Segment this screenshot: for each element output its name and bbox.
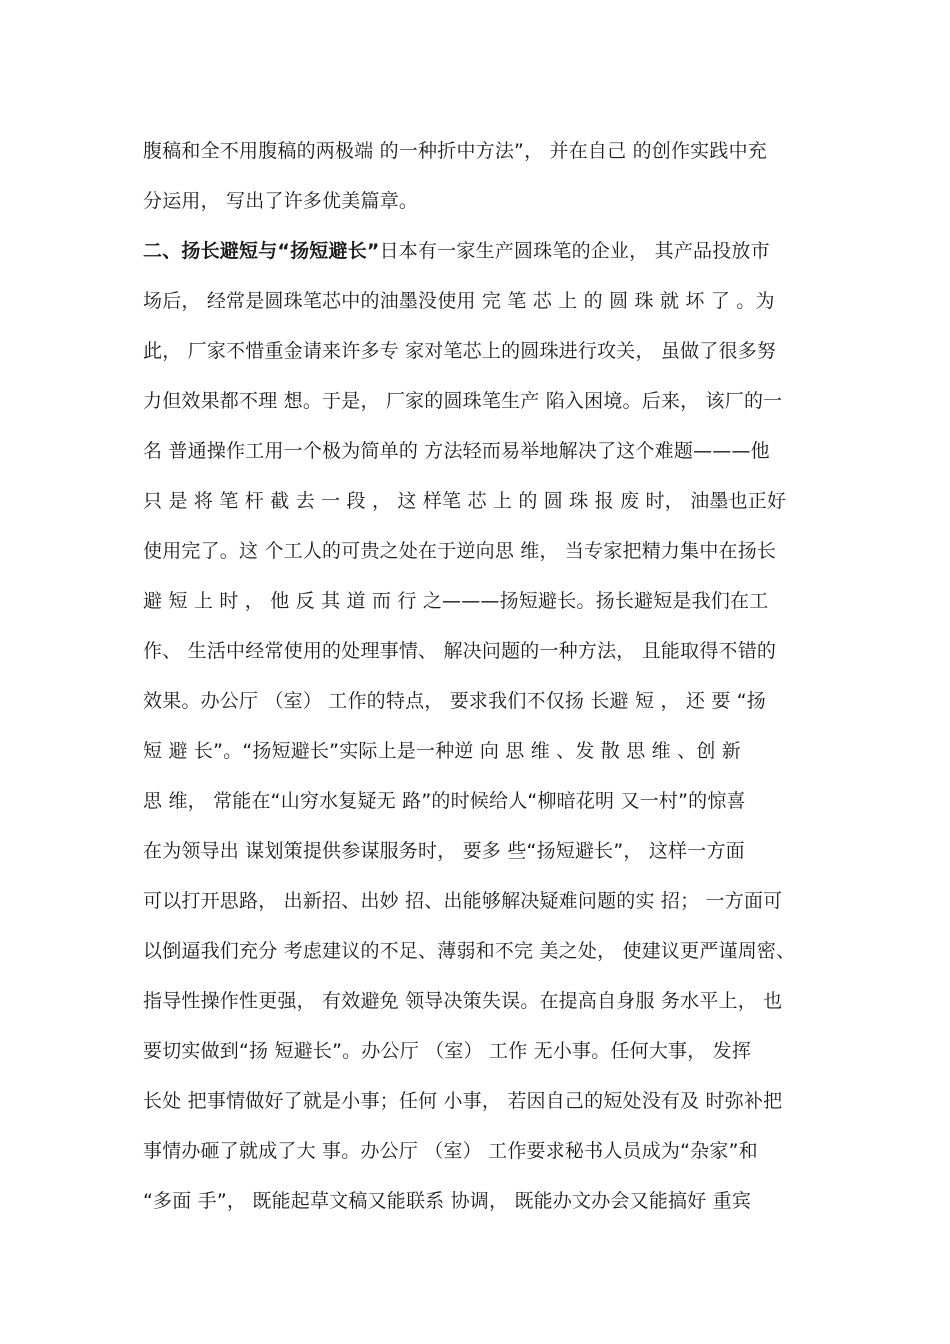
text-line: 在为领导出 谋划策提供参谋服务时， 要多 些“扬短避长”， 这样一方面 <box>143 840 745 862</box>
text-line: 可以打开思路， 出新招、出妙 招、出能够解决疑难问题的实 招； 一方面可 <box>143 890 783 912</box>
text-line: 腹稿和全不用腹稿的两极端 的一种折中方法”， 并在自己 的创作实践中充 <box>143 140 767 162</box>
text-line: 事情办砸了就成了大 事。办公厅 （室） 工作要求秘书人员成为“杂家”和 <box>143 1140 758 1162</box>
section-heading: 二、扬长避短与“扬短避长” <box>143 240 380 262</box>
text-line: “多面 手”， 既能起草文稿又能联系 协调， 既能办文办会又能搞好 重宾 <box>143 1190 752 1212</box>
text-line: 此， 厂家不惜重金请来许多专 家对笔芯上的圆珠进行攻关， 虽做了很多努 <box>143 340 777 362</box>
text-line: 场后， 经常是圆珠笔芯中的油墨没使用 完 笔 芯 上 的 圆 珠 就 坏 了 。为 <box>143 290 775 312</box>
text-line-with-heading <box>143 238 823 264</box>
text-line: 只 是 将 笔 杆 截 去 一 段 ， 这 样笔 芯 上 的 圆 珠 报 废 时， 油墨也正好 <box>143 490 787 512</box>
text-line: 名 普通操作工用一个极为简单的 方法轻而易举地解决了这个难题———他 <box>143 440 770 462</box>
text-line: 力但效果都不理 想。于是， 厂家的圆珠笔生产 陷入困境。后来， 该厂的一 <box>143 390 783 412</box>
text-line: 效果。办公厅 （室） 工作的特点， 要求我们不仅扬 长避 短 ， 还 要 “扬 <box>143 690 767 712</box>
text-line: 长处 把事情做好了就是小事；任何 小事， 若因自己的短处没有及 时弥补把 <box>143 1090 783 1112</box>
text-line: 短 避 长”。“扬短避长”实际上是一种逆 向 思 维 、发 散 思 维 、创 新 <box>143 740 741 762</box>
text-line: 以倒逼我们充分 考虑建议的不足、薄弱和不完 美之处， 使建议更严谨周密、 <box>143 940 796 962</box>
text-line: 日本有一家生产圆珠笔的企业， 其产品投放市 <box>379 240 770 262</box>
text-line: 思 维， 常能在“山穷水复疑无 路”的时候给人“柳暗花明 又一村”的惊喜 <box>143 790 746 812</box>
text-line: 指导性操作性更强， 有效避免 领导决策失误。在提高自身服 务水平上， 也 <box>143 990 783 1012</box>
text-line: 分运用， 写出了许多优美篇章。 <box>143 190 419 212</box>
text-line: 要切实做到“扬 短避长”。办公厅 （室） 工作 无小事。任何大事， 发挥 <box>143 1040 752 1062</box>
text-line: 使用完了。这 个工人的可贵之处在于逆向思 维， 当专家把精力集中在扬长 <box>143 540 777 562</box>
text-line: 作、 生活中经常使用的处理事情、 解决问题的一种方法， 且能取得不错的 <box>143 640 777 662</box>
text-line: 避 短 上 时 ， 他 反 其 道 而 行 之———扬短避长。扬长避短是我们在工 <box>143 590 769 612</box>
